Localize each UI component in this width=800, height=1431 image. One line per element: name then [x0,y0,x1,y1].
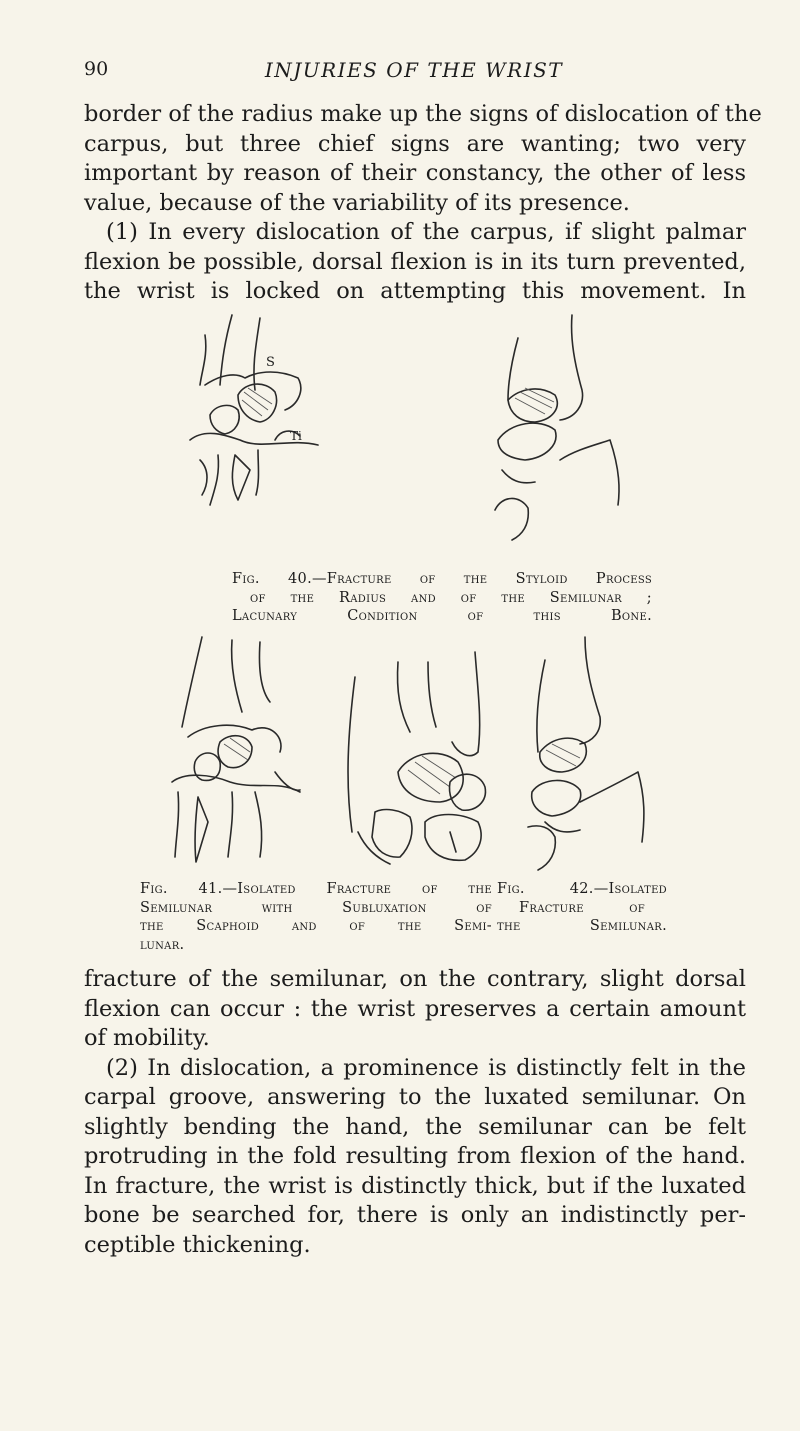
caption-line: Fig. 40.—Fracture of the Styloid Process [232,571,652,587]
text-line: carpus, but three chief signs are wanting; two very [84,130,746,157]
text-line: In fracture, the wrist is distinctly thick, but if the luxated [84,1172,746,1199]
text-line: border of the radius make up the signs of dislocation of the [84,101,762,127]
text-line: slightly bending the hand, the semilunar can be felt [84,1113,746,1140]
caption-line: Fig. 42.—Isolated [497,881,667,897]
caption-line: Lacunary Condition of this Bone. [232,608,652,624]
figure-40-illustration [180,310,640,565]
page-header [84,58,744,92]
text-line: (1) In every dislocation of the carpus, if slight palmar [106,219,746,245]
caption-line: of the Radius and of the Semilunar ; [250,589,652,606]
running-head: INJURIES OF THE WRIST [264,58,564,82]
text-line: important by reason of their constancy, the other of less [84,160,746,186]
wrist-xray-fig41-b-drawing [348,652,485,864]
fig40-label-s: S [266,355,275,370]
body-text-top [84,100,762,307]
text-line: fracture of the semilunar, on the contrary, slight dorsal [84,966,746,992]
figure-40-caption [232,570,652,626]
wrist-xray-left-drawing [190,315,318,505]
caption-line: the Scaphoid and of the Semi- [140,918,492,934]
fig40-label-ti: Ti [290,429,302,443]
figure-41-42-illustrations [160,632,660,872]
text-line: value, because of the variability of its presence. [84,189,630,216]
caption-line: the Semilunar. [497,918,667,934]
text-line: flexion be possible, dorsal flexion is in its turn prevented, [84,248,746,275]
wrist-xray-fig41-a-drawing [172,637,300,862]
page-number: 90 [84,58,109,80]
figure-42-caption [497,880,667,936]
text-line: ceptible thickening. [84,1231,311,1258]
body-text-bottom [84,965,746,1260]
text-line: flexion can occur : the wrist preserves a certain amount [84,995,746,1022]
text-line: of mobility. [84,1025,210,1051]
caption-line: Fracture of [519,899,645,916]
text-line: protruding in the fold resulting from flexion of the hand. [84,1143,746,1169]
text-line: the wrist is locked on attempting this movement. In [84,278,746,304]
wrist-xray-fig42-drawing [528,637,644,870]
caption-line: Fig. 41.—Isolated Fracture of the [140,881,492,897]
wrist-xray-right-drawing [495,315,619,540]
caption-line: Semilunar with Subluxation of [140,899,492,916]
text-line: bone be searched for, there is only an indistinctly per- [84,1202,746,1228]
text-line: carpal groove, answering to the luxated semilunar. On [84,1084,746,1110]
figure-41-caption [140,880,492,954]
text-line: (2) In dislocation, a prominence is distinctly felt in the [106,1054,746,1081]
caption-line: lunar. [140,936,185,953]
